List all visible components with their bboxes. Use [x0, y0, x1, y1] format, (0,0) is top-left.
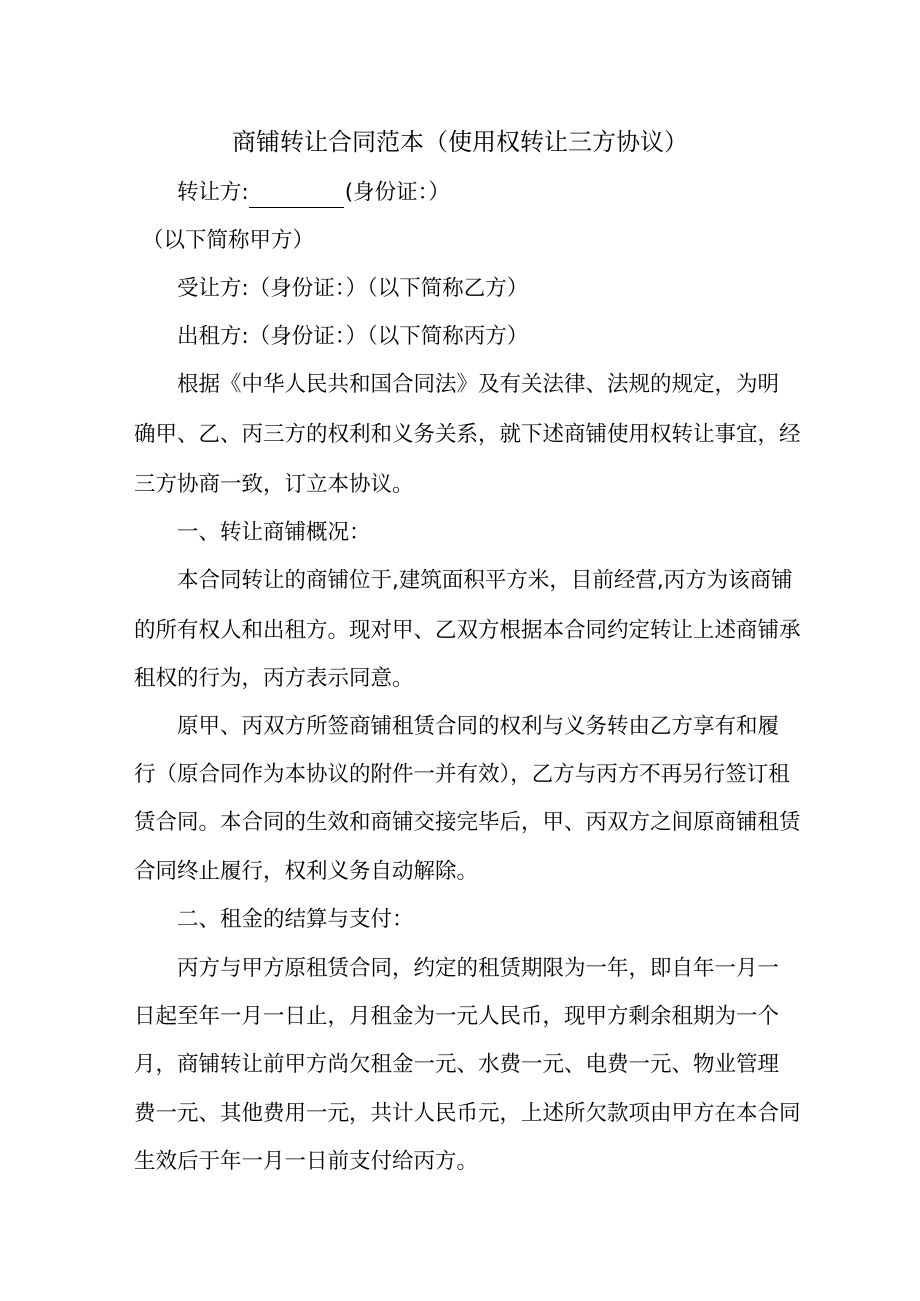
transferor-id: (身份证：）: [344, 180, 450, 205]
body-line: 的所有权人和出租方。现对甲、乙双方根据本合同约定转让上述商铺承: [134, 618, 801, 643]
body-line: 租权的行为，丙方表示同意。: [134, 666, 414, 691]
body-line: 赁合同。本合同的生效和商铺交接完毕后，甲、丙双方之间原商铺租赁: [134, 810, 801, 835]
section-heading: 二、租金的结算与支付：: [177, 907, 414, 932]
body-line: 根据《中华人民共和国合同法》及有关法律、法规的规定，为明: [177, 372, 780, 397]
transferor-name-blank: [249, 183, 344, 208]
body-line: 原甲、丙双方所签商铺租赁合同的权利与义务转由乙方享有和履: [177, 714, 780, 739]
body-line: 合同终止履行，权利义务自动解除。: [134, 859, 479, 884]
transferor-line: [177, 178, 450, 208]
document-title: 商铺转让合同范本（使用权转让三方协议）: [232, 128, 688, 156]
body-line: 费一元、其他费用一元，共计人民币元，上述所欠款项由甲方在本合同: [134, 1101, 801, 1126]
transferor-alias: （以下简称甲方）: [142, 228, 315, 253]
body-line: 确甲、乙、丙三方的权利和义务关系，就下述商铺使用权转让事宜，经: [134, 422, 801, 447]
lessor-line: 出租方:（身份证：）（以下简称丙方）: [177, 324, 529, 349]
body-line: 丙方与甲方原租赁合同，约定的租赁期限为一年，即自年一月一: [177, 956, 780, 981]
body-line: 月，商铺转让前甲方尚欠租金一元、水费一元、电费一元、物业管理: [134, 1052, 780, 1077]
transferee-line: 受让方:（身份证：）（以下简称乙方）: [177, 276, 529, 301]
body-line: 本合同转让的商铺位于,建筑面积平方米，目前经营,丙方为该商铺: [177, 568, 793, 593]
body-line: 三方协商一致，订立本协议。: [134, 472, 414, 497]
transferor-label: 转让方:: [177, 180, 249, 205]
body-line: 行（原合同作为本协议的附件一并有效），乙方与丙方不再另行签订租: [134, 762, 790, 787]
body-line: 日起至年一月一日止，月租金为一元人民币，现甲方剩余租期为一个: [134, 1004, 780, 1029]
section-heading: 一、转让商铺概况：: [177, 520, 371, 545]
body-line: 生效后于年一月一日前支付给丙方。: [134, 1149, 479, 1174]
